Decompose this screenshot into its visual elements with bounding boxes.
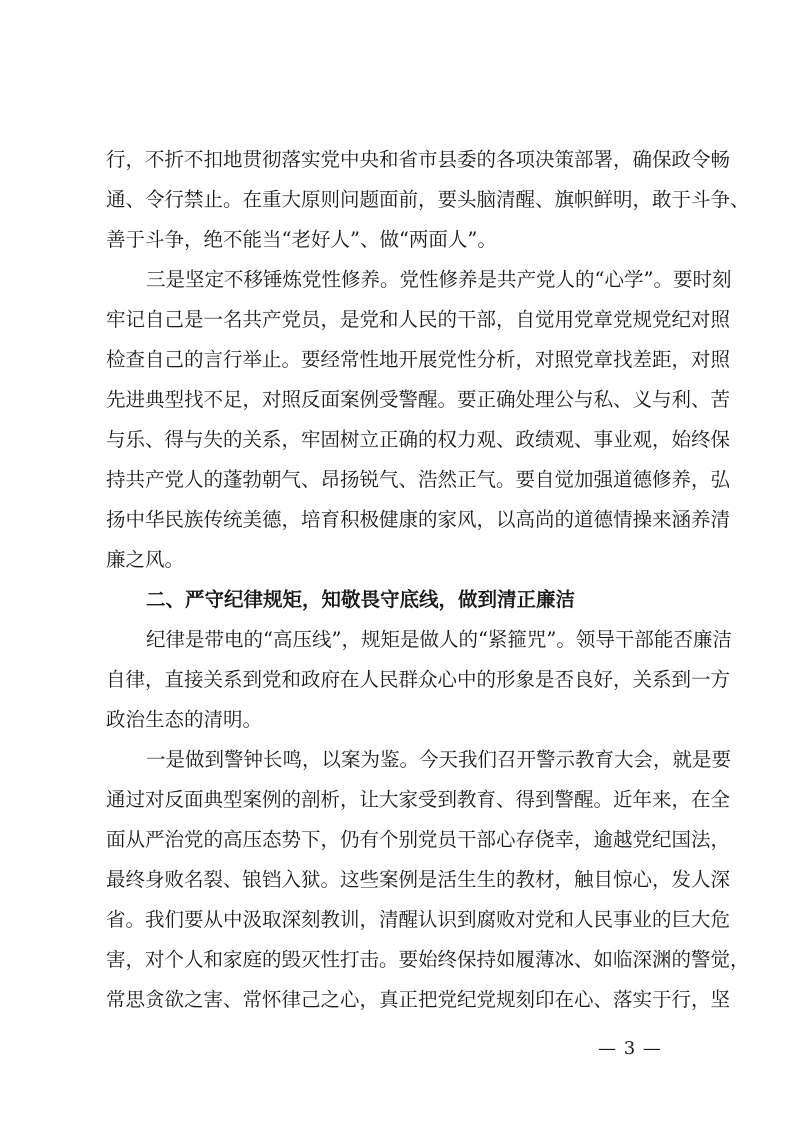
- body-text-line: 常思贪欲之害、常怀律己之心，真正把党纪党规刻印在心、落实于行，坚: [106, 988, 731, 1011]
- body-text-line: 与乐、得与失的关系，牢固树立正确的权力观、政绩观、事业观，始终保: [106, 428, 731, 451]
- body-text-line: 牢记自己是一名共产党员，是党和人民的干部，自觉用党章党规党纪对照: [106, 308, 731, 331]
- body-text-line: 政治生态的清明。: [106, 708, 263, 731]
- document-body: [106, 140, 750, 1020]
- body-text-line: 最终身败名裂、锒铛入狱。这些案例是活生生的教材，触目惊心，发人深: [106, 868, 731, 891]
- section-heading: 二、严守纪律规矩，知敬畏守底线，做到清正廉洁: [146, 588, 576, 611]
- paragraph-start-line: 三是坚定不移锤炼党性修养。党性修养是共产党人的“心学”。要时刻: [146, 268, 732, 291]
- body-text-line: 先进典型找不足，对照反面案例受警醒。要正确处理公与私、义与利、苦: [106, 388, 731, 411]
- paragraph-start-line: 一是做到警钟长鸣，以案为鉴。今天我们召开警示教育大会，就是要: [146, 748, 732, 771]
- body-text-line: 持共产党人的蓬勃朝气、昂扬锐气、浩然正气。要自觉加强道德修养，弘: [106, 468, 731, 491]
- body-text-line: 面从严治党的高压态势下，仍有个别党员干部心存侥幸，逾越党纪国法，: [106, 828, 731, 851]
- body-text-line: 自律，直接关系到党和政府在人民群众心中的形象是否良好，关系到一方: [106, 668, 731, 691]
- body-text-line: 扬中华民族传统美德，培育积极健康的家风，以高尚的道德情操来涵养清: [106, 508, 731, 531]
- body-text-line: 害，对个人和家庭的毁灭性打击。要始终保持如履薄冰、如临深渊的警觉，: [106, 948, 750, 971]
- body-text-line: 善于斗争，绝不能当“老好人”、做“两面人”。: [106, 228, 497, 251]
- body-text-line: 行，不折不扣地贯彻落实党中央和省市县委的各项决策部署，确保政令畅: [106, 148, 731, 171]
- body-text-line: 通、令行禁止。在重大原则问题面前，要头脑清醒、旗帜鲜明，敢于斗争、: [106, 188, 750, 211]
- body-text-line: 检查自己的言行举止。要经常性地开展党性分析，对照党章找差距，对照: [106, 348, 731, 371]
- body-text-line: 通过对反面典型案例的剖析，让大家受到教育、得到警醒。近年来，在全: [106, 788, 731, 811]
- body-text-line: 省。我们要从中汲取深刻教训，清醒认识到腐败对党和人民事业的巨大危: [106, 908, 731, 931]
- paragraph-start-line: 纪律是带电的“高压线”，规矩是做人的“紧箍咒”。领导干部能否廉洁: [146, 628, 732, 651]
- page-number: — 3 —: [598, 1038, 662, 1059]
- body-text-line: 廉之风。: [106, 548, 185, 571]
